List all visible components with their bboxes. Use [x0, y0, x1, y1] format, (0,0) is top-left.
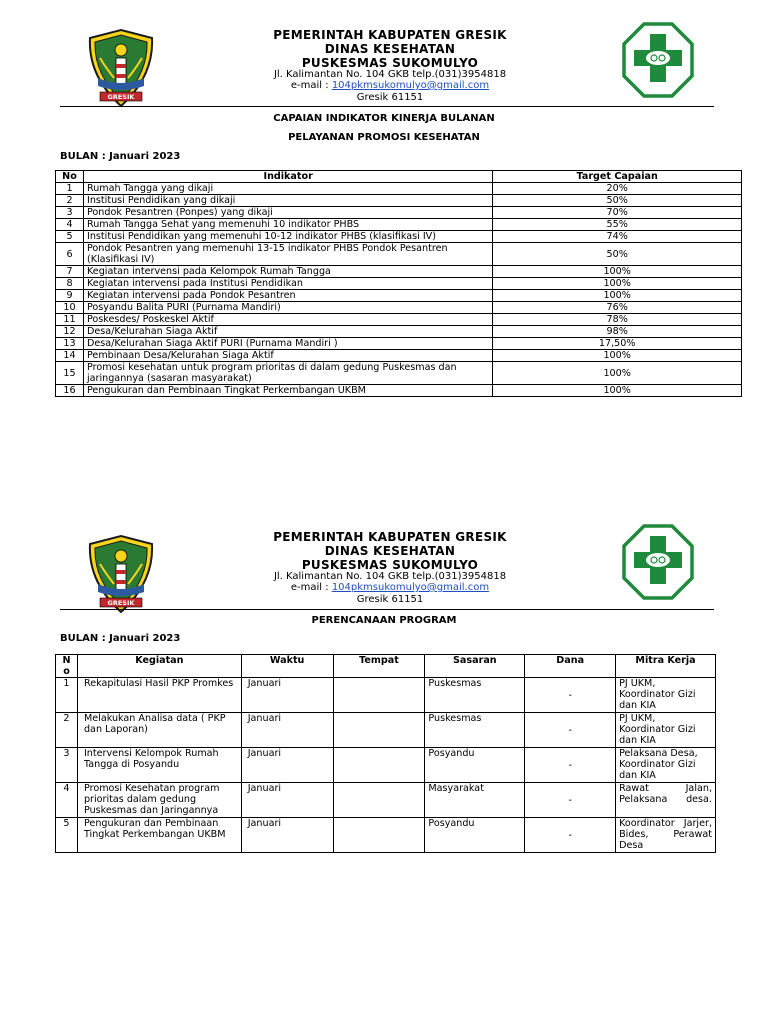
table-cell: 100% [493, 278, 742, 290]
header-line2: DINAS KESEHATAN [324, 544, 456, 558]
table-cell: Januari [241, 748, 333, 783]
table-row [56, 183, 742, 195]
col-waktu: Waktu [241, 655, 333, 678]
header-address: Jl. Kalimantan No. 104 GKB telp.(031)3954818 [273, 571, 507, 582]
table-cell [333, 678, 425, 713]
letterhead-bottom [0, 508, 768, 614]
table-row [56, 818, 716, 853]
table-cell: 70% [493, 207, 742, 219]
table-cell: PJ UKM, Koordinator Gizi dan KIA [616, 678, 716, 713]
table-cell: 100% [493, 290, 742, 302]
table-cell: Promosi Kesehatan program prioritas dalam gedung Puskesmas dan Jaringannya [77, 783, 241, 818]
table-cell: Kegiatan intervensi pada Pondok Pesantren [83, 290, 492, 302]
letterhead-divider-bottom [60, 609, 714, 610]
table-cell: 12 [56, 326, 84, 338]
table-cell: Posyandu [425, 818, 525, 853]
table-row [56, 290, 742, 302]
table-cell: 11 [56, 314, 84, 326]
table-row [56, 385, 742, 397]
table-cell: - [525, 818, 616, 853]
table-cell: - [525, 678, 616, 713]
table-cell: Kegiatan intervensi pada Institusi Pendidikan [83, 278, 492, 290]
table-cell: Institusi Pendidikan yang memenuhi 10-12 indikator PHBS (klasifikasi IV) [83, 231, 492, 243]
header-line1: PEMERINTAH KABUPATEN GRESIK [273, 28, 507, 42]
col-indikator: Indikator [83, 171, 492, 183]
table-cell: 100% [493, 350, 742, 362]
table-cell: Rekapitulasi Hasil PKP Promkes [77, 678, 241, 713]
table-row [56, 231, 742, 243]
header-line3: PUSKESMAS SUKOMULYO [301, 558, 479, 572]
table-cell: 3 [56, 207, 84, 219]
col-dana: Dana [525, 655, 616, 678]
table-cell: 5 [56, 231, 84, 243]
table-cell: 2 [56, 713, 78, 748]
table-row [56, 338, 742, 350]
table-cell [333, 783, 425, 818]
table-cell: Masyarakat [425, 783, 525, 818]
logo-label: GRESIK [107, 599, 135, 607]
table-cell: Promosi kesehatan untuk program prioritas di dalam gedung Puskesmas dan jaringannya (sasaran masyarakat) [83, 362, 492, 385]
table-row [56, 219, 742, 231]
table-cell: 78% [493, 314, 742, 326]
table-cell: 2 [56, 195, 84, 207]
table-row [56, 713, 716, 748]
table-cell: Melakukan Analisa data ( PKP dan Laporan) [77, 713, 241, 748]
letterhead-top [0, 0, 768, 110]
table-header-row [56, 655, 716, 678]
section1-month: BULAN : Januari 2023 [60, 151, 181, 162]
col-no: No [56, 171, 84, 183]
table-cell: 100% [493, 385, 742, 397]
table-cell [333, 713, 425, 748]
table-cell: - [525, 783, 616, 818]
table-cell: - [525, 748, 616, 783]
table-cell: - [525, 713, 616, 748]
table-cell: 8 [56, 278, 84, 290]
table-cell: 98% [493, 326, 742, 338]
table-cell: Poskesdes/ Poskeskel Aktif [83, 314, 492, 326]
table-cell: Pengukuran dan Pembinaan Tingkat Perkembangan UKBM [83, 385, 492, 397]
letterhead-divider-top [60, 106, 714, 107]
logo-label: GRESIK [107, 93, 135, 101]
col-no: N o [56, 655, 78, 678]
table-cell: Pondok Pesantren (Ponpes) yang dikaji [83, 207, 492, 219]
table-cell: 50% [493, 195, 742, 207]
table-cell: Pembinaan Desa/Kelurahan Siaga Aktif [83, 350, 492, 362]
table-cell: Intervensi Kelompok Rumah Tangga di Posyandu [77, 748, 241, 783]
email-label: e-mail : [290, 80, 332, 91]
col-target: Target Capaian [493, 171, 742, 183]
table-cell: Puskesmas [425, 678, 525, 713]
table-cell [333, 748, 425, 783]
email-link[interactable]: 104pkmsukomulyo@gmail.com [331, 582, 490, 593]
table-row [56, 302, 742, 314]
header-city: Gresik 61151 [356, 92, 424, 103]
table-cell: 4 [56, 783, 78, 818]
col-kegiatan: Kegiatan [77, 655, 241, 678]
table-cell: Desa/Kelurahan Siaga Aktif PURI (Purnama Mandiri ) [83, 338, 492, 350]
table-cell: Pengukuran dan Pembinaan Tingkat Perkembangan UKBM [77, 818, 241, 853]
table-cell: 5 [56, 818, 78, 853]
table-cell: Koordinator Jarjer, Bides, Perawat Desa [616, 818, 716, 853]
section1-title: CAPAIAN INDIKATOR KINERJA BULANAN [273, 113, 495, 124]
col-tempat: Tempat [333, 655, 425, 678]
table-cell: Januari [241, 678, 333, 713]
table-cell: 4 [56, 219, 84, 231]
program-plan-table [55, 654, 716, 853]
col-mitra: Mitra Kerja [616, 655, 716, 678]
table-cell: Puskesmas [425, 713, 525, 748]
table-row [56, 314, 742, 326]
table-cell: 20% [493, 183, 742, 195]
table-cell: 9 [56, 290, 84, 302]
indicator-table [55, 170, 742, 397]
table-cell [333, 818, 425, 853]
section2-month: BULAN : Januari 2023 [60, 633, 181, 644]
table-cell: Rumah Tangga yang dikaji [83, 183, 492, 195]
table-cell: Januari [241, 818, 333, 853]
table-row [56, 326, 742, 338]
table-row [56, 278, 742, 290]
table-cell: Posyandu [425, 748, 525, 783]
table-cell: Rumah Tangga Sehat yang memenuhi 10 indikator PHBS [83, 219, 492, 231]
table-row [56, 783, 716, 818]
table-cell: Januari [241, 713, 333, 748]
table-row [56, 748, 716, 783]
table-cell: Kegiatan intervensi pada Kelompok Rumah Tangga [83, 266, 492, 278]
table-cell: 10 [56, 302, 84, 314]
table-cell: Rawat Jalan, Pelaksana desa. [616, 783, 716, 818]
col-sasaran: Sasaran [425, 655, 525, 678]
email-link[interactable]: 104pkmsukomulyo@gmail.com [331, 80, 490, 91]
table-cell: 100% [493, 266, 742, 278]
table-cell: 50% [493, 243, 742, 266]
gresik-logo [86, 28, 156, 108]
table-cell: 76% [493, 302, 742, 314]
gresik-logo [86, 534, 156, 614]
puskesmas-logo [622, 524, 694, 600]
table-cell: 1 [56, 678, 78, 713]
table-header-row [56, 171, 742, 183]
table-cell: 7 [56, 266, 84, 278]
table-row [56, 362, 742, 385]
table-cell: Posyandu Balita PURI (Purnama Mandiri) [83, 302, 492, 314]
header-email-line [190, 80, 590, 91]
table-cell: Januari [241, 783, 333, 818]
section2-title: PERENCANAAN PROGRAM [311, 615, 457, 626]
table-row [56, 266, 742, 278]
table-cell: PJ UKM, Koordinator Gizi dan KIA [616, 713, 716, 748]
table-row [56, 350, 742, 362]
puskesmas-logo [622, 22, 694, 98]
table-cell: 6 [56, 243, 84, 266]
section1-subtitle: PELAYANAN PROMOSI KESEHATAN [288, 132, 480, 143]
header-email-line [190, 582, 590, 593]
table-cell: 3 [56, 748, 78, 783]
table-cell: 1 [56, 183, 84, 195]
table-cell: 15 [56, 362, 84, 385]
table-cell: Pelaksana Desa, Koordinator Gizi dan KIA [616, 748, 716, 783]
table-cell: 13 [56, 338, 84, 350]
table-cell: 55% [493, 219, 742, 231]
table-cell: 17,50% [493, 338, 742, 350]
table-cell: Desa/Kelurahan Siaga Aktif [83, 326, 492, 338]
table-row [56, 243, 742, 266]
header-line3: PUSKESMAS SUKOMULYO [301, 56, 479, 70]
table-row [56, 678, 716, 713]
header-line2: DINAS KESEHATAN [324, 42, 456, 56]
header-line1: PEMERINTAH KABUPATEN GRESIK [273, 530, 507, 544]
table-cell: Pondok Pesantren yang memenuhi 13-15 indikator PHBS Pondok Pesantren (Klasifikasi IV) [83, 243, 492, 266]
header-address: Jl. Kalimantan No. 104 GKB telp.(031)3954818 [273, 69, 507, 80]
table-cell: 74% [493, 231, 742, 243]
header-city: Gresik 61151 [356, 594, 424, 605]
email-label: e-mail : [290, 582, 332, 593]
table-cell: Institusi Pendidikan yang dikaji [83, 195, 492, 207]
table-row [56, 195, 742, 207]
table-cell: 16 [56, 385, 84, 397]
table-cell: 100% [493, 362, 742, 385]
table-cell: 14 [56, 350, 84, 362]
table-row [56, 207, 742, 219]
